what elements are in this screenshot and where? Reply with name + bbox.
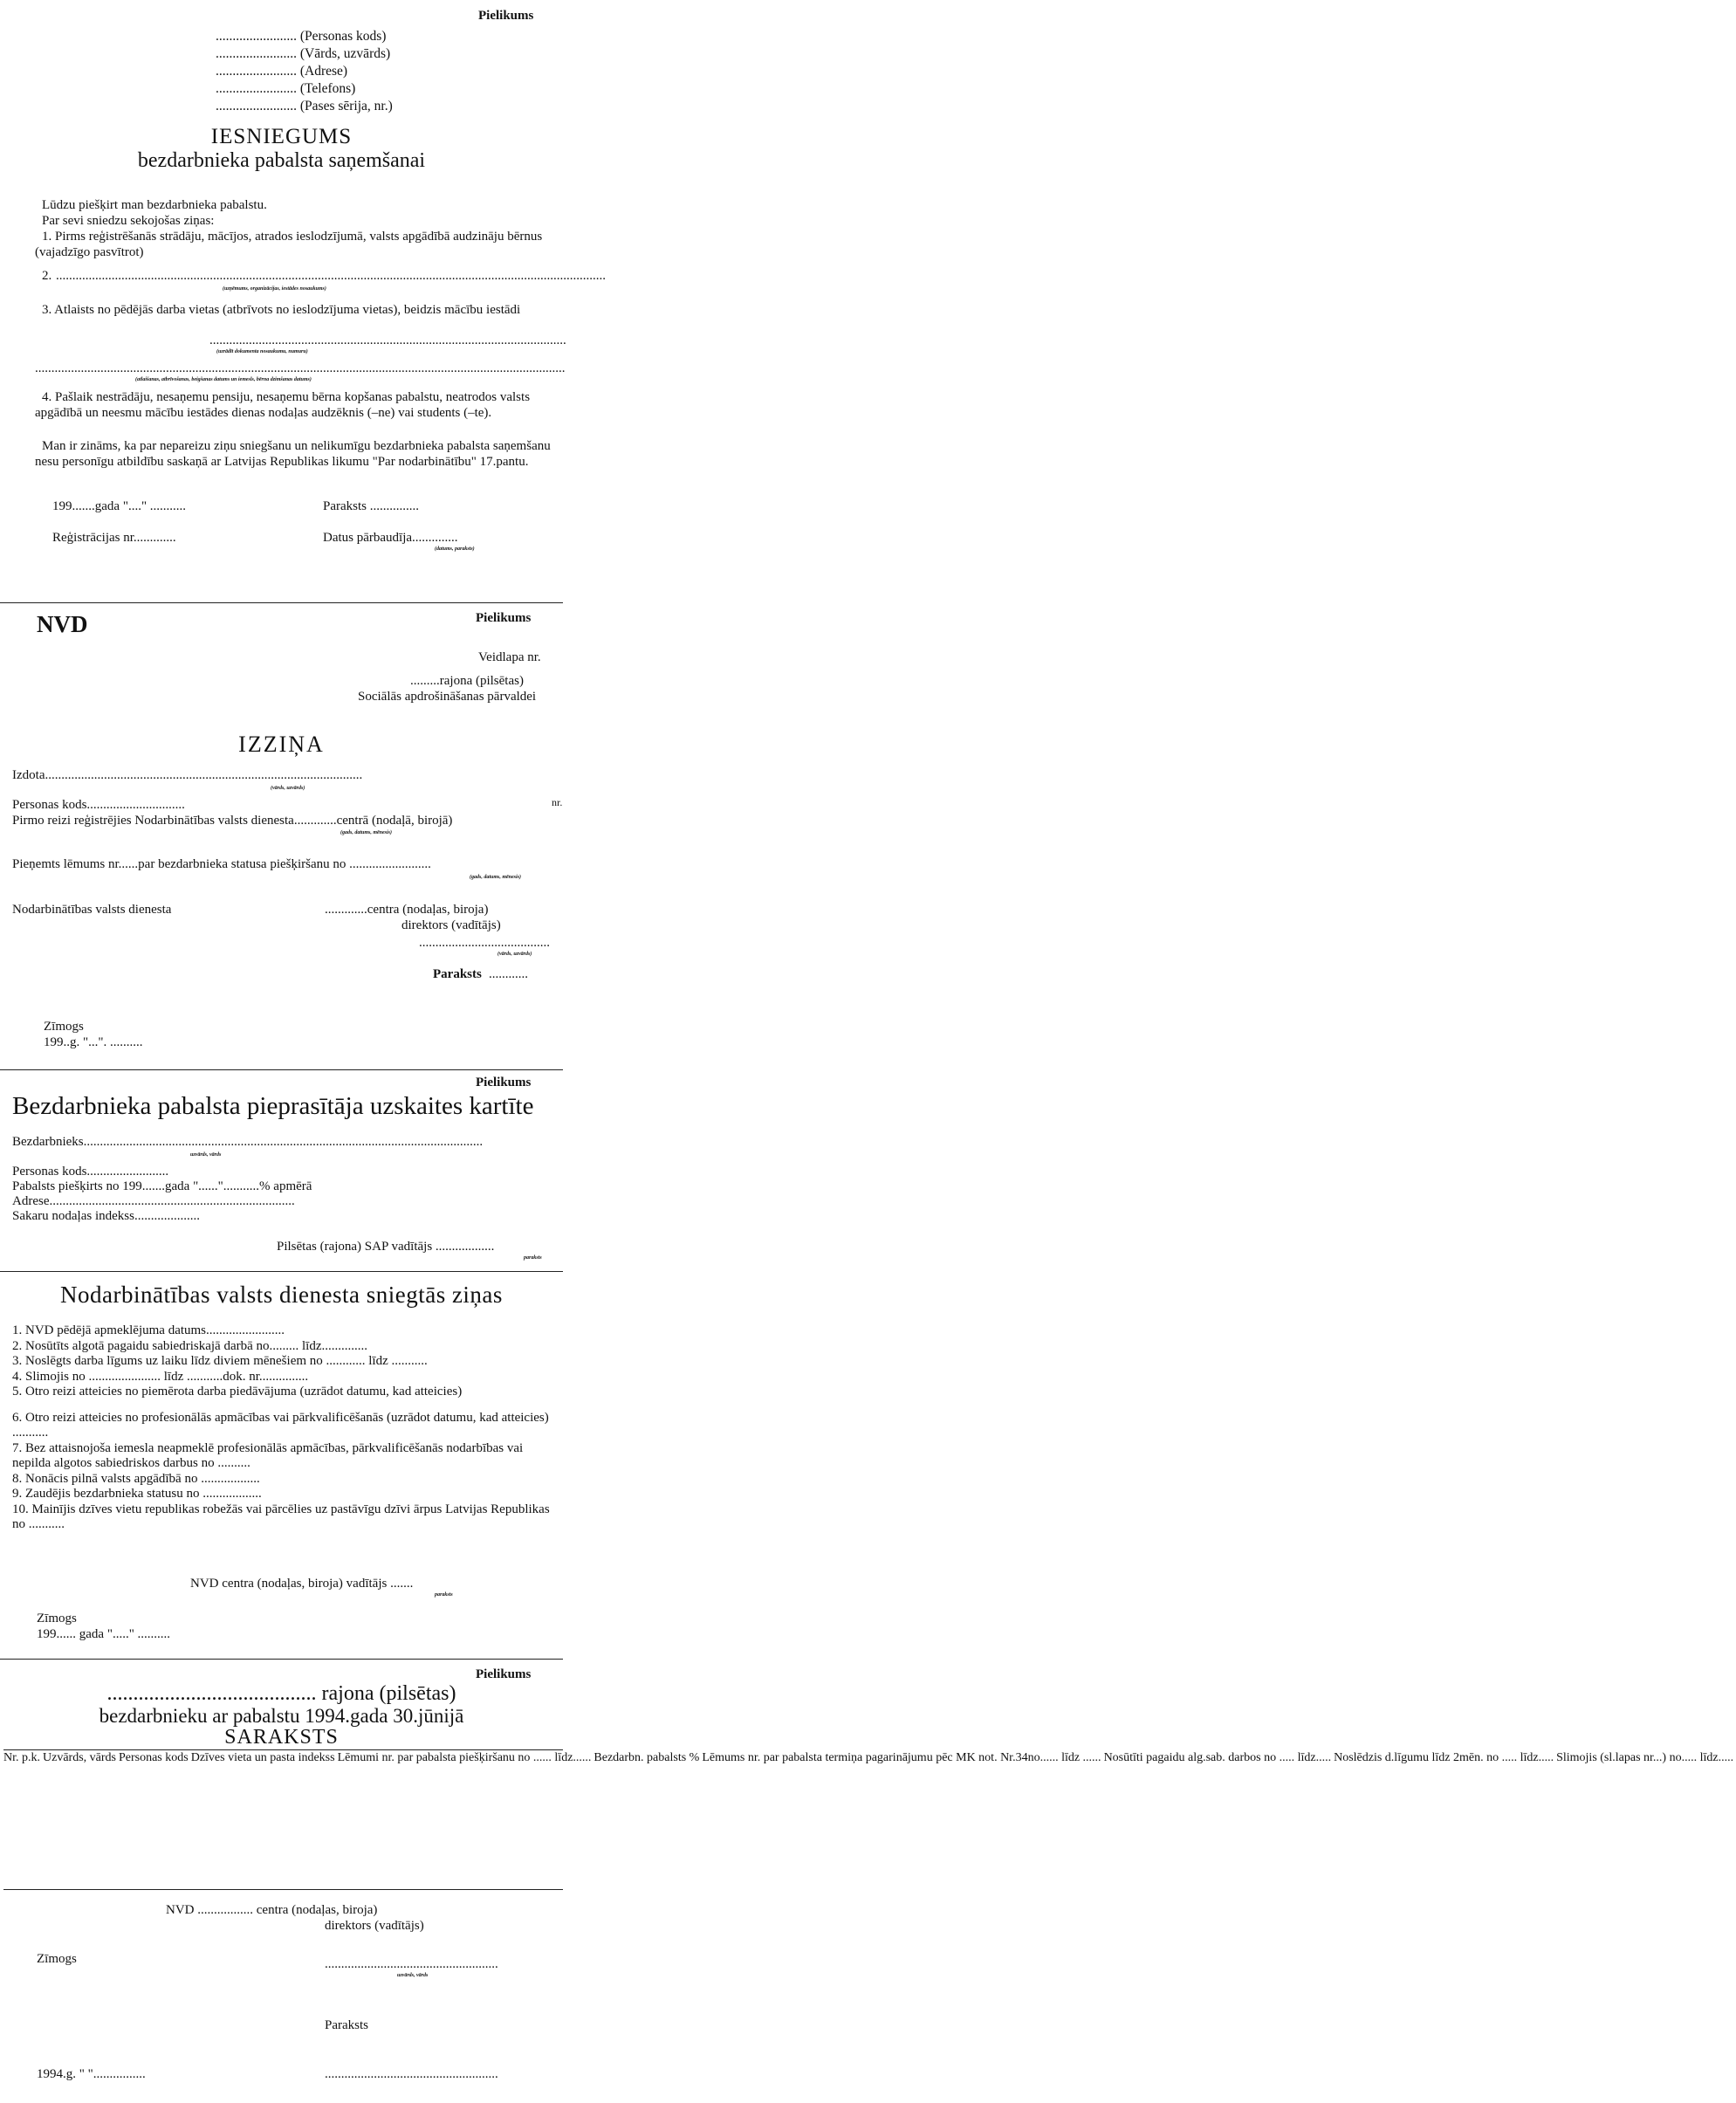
granted-line: Pabalsts piešķirts no 199.......gada "......"...........% apmērā xyxy=(12,1179,312,1193)
nvd-item-7: 7. Bez attaisnojoša iemesla neapmeklē profesionālās apmācības, pārkvalificēšanās nodarbības vai nepilda algotos sabiedriskos darbus no .......... xyxy=(12,1440,524,1470)
nvd-item-8: 8. Nonācis pilnā valsts apgādībā no .................. xyxy=(12,1471,260,1486)
saraksts-table-topline xyxy=(3,1749,563,1750)
stamp-label-5: Zīmogs xyxy=(37,1952,77,1966)
issued-hint: (vārds, uzvārds) xyxy=(271,786,305,791)
saraksts-table-wrap xyxy=(3,1751,1734,1765)
item3-text: 3. Atlaists no pēdējās darba vietas (atbrīvots no ieslodzījuma vietas), beidzis mācību iestādi xyxy=(42,303,521,317)
checked-line: Datus pārbaudīja.............. xyxy=(323,531,458,545)
center-line: .............centra (nodaļas, biroja) xyxy=(325,903,489,917)
saraksts-table xyxy=(3,1752,1736,1765)
pielikums-label-3: Pielikums xyxy=(476,1076,532,1089)
contact-index-line: Sakaru nodaļas indekss.................... xyxy=(12,1209,200,1223)
signature-dotline-2: ............ xyxy=(489,967,528,981)
nvd-item-3: 3. Noslēgts darba līgums uz laiku līdz diviem mēnešiem no ............ līdz ........... xyxy=(12,1354,428,1368)
col-extension: Lēmums nr. par pabalsta termiņa pagarinājumu pēc MK not. Nr.34no...... līdz ...... xyxy=(702,1751,1101,1764)
nvd-item-5: 5. Otro reizi atteicies no piemērota darba piedāvājuma (uzrādot datumu, kad atteicies) xyxy=(12,1385,463,1399)
nvd-item-spacer xyxy=(12,1400,563,1411)
item3-dotline-2: .................................................................................................................................................................. xyxy=(35,361,566,375)
address-line: Adrese........................................................................... xyxy=(12,1194,295,1208)
field-personal-code: ........................ (Personas kods) xyxy=(216,29,387,44)
checked-hint: (datums, paraksts) xyxy=(435,546,475,552)
pielikums-label-1: Pielikums xyxy=(478,9,534,23)
first-reg-line: Pirmo reizi reģistrējies Nodarbinātības valsts dienesta.............centrā (nodaļā, birojā) xyxy=(12,814,453,828)
unemployed-hint: uzvārds, vārds xyxy=(190,1152,222,1158)
pk-line-2: Personas kods.............................. xyxy=(12,798,185,812)
date-line-4: 199...... gada "....." .......... xyxy=(37,1627,171,1641)
form-number: Veidlapa nr. xyxy=(478,650,541,664)
contact-fields xyxy=(216,28,393,115)
nvd-head-line: NVD centra (nodaļas, biroja) vadītājs ....... xyxy=(190,1577,414,1591)
item2-label: 2. xyxy=(42,269,52,283)
sap-head-hint: paraksts xyxy=(524,1255,542,1261)
name-hint-5: uzvārds, vārds xyxy=(397,1973,429,1978)
field-passport: ........................ (Pases sērija, nr.) xyxy=(216,99,393,113)
signature-line-1: Paraksts ............... xyxy=(323,499,419,513)
name-dotline-5: ..................................................... xyxy=(325,1957,498,1971)
col-benefit: Bezdarbn. pabalsts % xyxy=(594,1751,700,1764)
decision-hint: (gads, datums, mēnesis) xyxy=(470,875,522,880)
nr-label: nr. xyxy=(552,796,563,808)
decision-line: Pieņemts lēmums nr......par bezdarbnieka statusa piešķiršanu no ......................... xyxy=(12,857,431,871)
col-pk: Personas kods xyxy=(118,1751,189,1764)
nvd-info-title: Nodarbinātības valsts dienesta sniegtās ziņas xyxy=(60,1282,503,1308)
saraksts-district: ........................................ rajona (pilsētas) xyxy=(106,1682,456,1705)
nvd-items xyxy=(12,1323,563,1533)
table-header-row xyxy=(3,1752,1736,1765)
saraksts-table-bottomline xyxy=(3,1889,563,1890)
director-label-5: direktors (vadītājs) xyxy=(325,1919,424,1933)
date-line-1: 199.......gada "...." ........... xyxy=(52,499,187,513)
col-name: Uzvārds, vārds xyxy=(43,1751,116,1764)
field-address: ........................ (Adrese) xyxy=(216,64,348,79)
stamp-label-4: Zīmogs xyxy=(37,1612,77,1625)
item1-text: 1. Pirms reģistrēšanās strādāju, mācījos, atrados ieslodzījumā, valsts apgādībā audzināju bērnus (vajadzīgo pasvītrot) xyxy=(35,230,543,259)
divider-2 xyxy=(0,1069,563,1070)
nvd-item-2: 2. Nosūtīts algotā pagaidu sabiedriskajā darbā no......... līdz.............. xyxy=(12,1338,367,1353)
kartite-title: Bezdarbnieka pabalsta pieprasītāja uzskaites kartīte xyxy=(12,1092,534,1120)
first-reg-hint: (gads, datums, mēnesis) xyxy=(340,830,393,835)
page-title-iesniegums: IESNIEGUMS xyxy=(210,125,353,148)
item2-hint: (uzņēmums, organizācijas, iestādes nosaukums) xyxy=(223,286,326,292)
pielikums-label-5: Pielikums xyxy=(476,1667,532,1681)
reg-nr-line: Reģistrācijas nr............. xyxy=(52,531,176,545)
col-decision: Lēmumi nr. par pabalsta piešķiršanu no ...... līdz...... xyxy=(337,1751,592,1764)
saraksts-title: SARAKSTS xyxy=(224,1726,339,1749)
izzina-title: IZZIŅA xyxy=(238,732,325,757)
divider-1 xyxy=(0,602,563,603)
divider-3 xyxy=(0,1271,563,1272)
inform-text: Par sevi sniedzu sekojošas ziņas: xyxy=(42,214,215,228)
nvd-item-9: 9. Zaudējis bezdarbnieka statusu no .................. xyxy=(12,1487,262,1501)
nvd-item-4: 4. Slimojis no ...................... līdz ...........dok. nr............... xyxy=(12,1369,309,1384)
nvd-item-1: 1. NVD pēdējā apmeklējuma datums........................ xyxy=(12,1323,285,1337)
statement-text: Man ir zināms, ka par nepareizu ziņu sniegšanu un nelikumīgu bezdarbnieka pabalsta saņemšanu nesu personīgu atbildību saskaņā ar Latvijas Republikas likumu "Par nodarbinātību" 17.pantu. xyxy=(35,439,551,469)
item3-dotline-1: ............................................................................................................. xyxy=(209,333,566,347)
sap-recipient: Sociālās apdrošināšanas pārvaldei xyxy=(358,690,537,704)
district-line-2: .........rajona (pilsētas) xyxy=(410,674,524,688)
service-label: Nodarbinātības valsts dienesta xyxy=(12,903,172,917)
pk-line-3: Personas kods......................... xyxy=(12,1165,169,1179)
item3-hint-a: (uzrādīt dokumenta nosaukumu, numuru) xyxy=(216,349,308,354)
field-phone: ........................ (Telefons) xyxy=(216,81,356,96)
director-dotline: ........................................ xyxy=(419,936,550,950)
request-text: Lūdzu piešķirt man bezdarbnieka pabalstu. xyxy=(42,198,267,212)
page-subtitle: bezdarbnieka pabalsta saņemšanai xyxy=(137,149,426,172)
stamp-label-2: Zīmogs xyxy=(44,1020,84,1034)
col-public-work: Nosūtīti pagaidu alg.sab. darbos no ..... līdz..... xyxy=(1103,1751,1332,1764)
signature-dotline-5: ..................................................... xyxy=(325,2067,498,2081)
saraksts-subtitle: bezdarbnieku ar pabalstu 1994.gada 30.jūnijā xyxy=(99,1705,464,1727)
date-line-5: 1994.g. " "................ xyxy=(37,2067,146,2081)
unemployed-line: Bezdarbnieks.......................................................................................................................... xyxy=(12,1135,484,1149)
nvd-item-6: 6. Otro reizi atteicies no profesionālās apmācības vai pārkvalificēšanās (uzrādot datumu, kad atteicies) ........... xyxy=(12,1410,549,1440)
nvd-head-hint: paraksts xyxy=(435,1592,453,1598)
col-nr: Nr. p.k. xyxy=(3,1751,40,1764)
signature-label-2: Paraksts xyxy=(433,967,482,981)
col-sick: Slimojis (sl.lapas nr...) no..... līdz..... xyxy=(1556,1751,1734,1764)
item2-dotline: ........................................................................................................................................................................ xyxy=(56,269,606,283)
date-line-2: 199..g. "...". .......... xyxy=(44,1035,143,1049)
col-address: Dzīves vieta un pasta indekss xyxy=(190,1751,335,1764)
sap-head-line: Pilsētas (rajona) SAP vadītājs .................. xyxy=(277,1240,495,1254)
director-hint: (vārds, uzvārds) xyxy=(497,952,532,957)
issued-line: Izdota................................................................................................. xyxy=(12,768,363,782)
nvd-label: NVD xyxy=(37,611,88,637)
divider-4 xyxy=(0,1659,563,1660)
col-contract: Noslēdzis d.līgumu līdz 2mēn. no ..... līdz..... xyxy=(1334,1751,1554,1764)
field-name: ........................ (Vārds, uzvārds) xyxy=(216,46,391,61)
director-label-2: direktors (vadītājs) xyxy=(401,918,501,932)
pielikums-label-2: Pielikums xyxy=(476,611,532,625)
item3-hint-b: (atlaišanas, atbrīvošanas, beigšanas datums un iemesls, bērna dzimšanas datums) xyxy=(135,377,312,382)
item4-text: 4. Pašlaik nestrādāju, nesaņemu pensiju, nesaņemu bērna kopšanas pabalstu, neatrodos valsts apgādībā un neesmu mācību iestādes dienas nodaļas audzēknis (–ne) vai students (–te). xyxy=(35,390,531,420)
nvd-item-10: 10. Mainījis dzīves vietu republikas robežās vai pārcēlies uz pastāvīgu dzīvi ārpus Latvijas Republikas no ........... xyxy=(12,1502,550,1531)
signature-label-5: Paraksts xyxy=(325,2018,368,2032)
nvd-center-line-5: NVD ................. centra (nodaļas, biroja) xyxy=(166,1903,378,1917)
